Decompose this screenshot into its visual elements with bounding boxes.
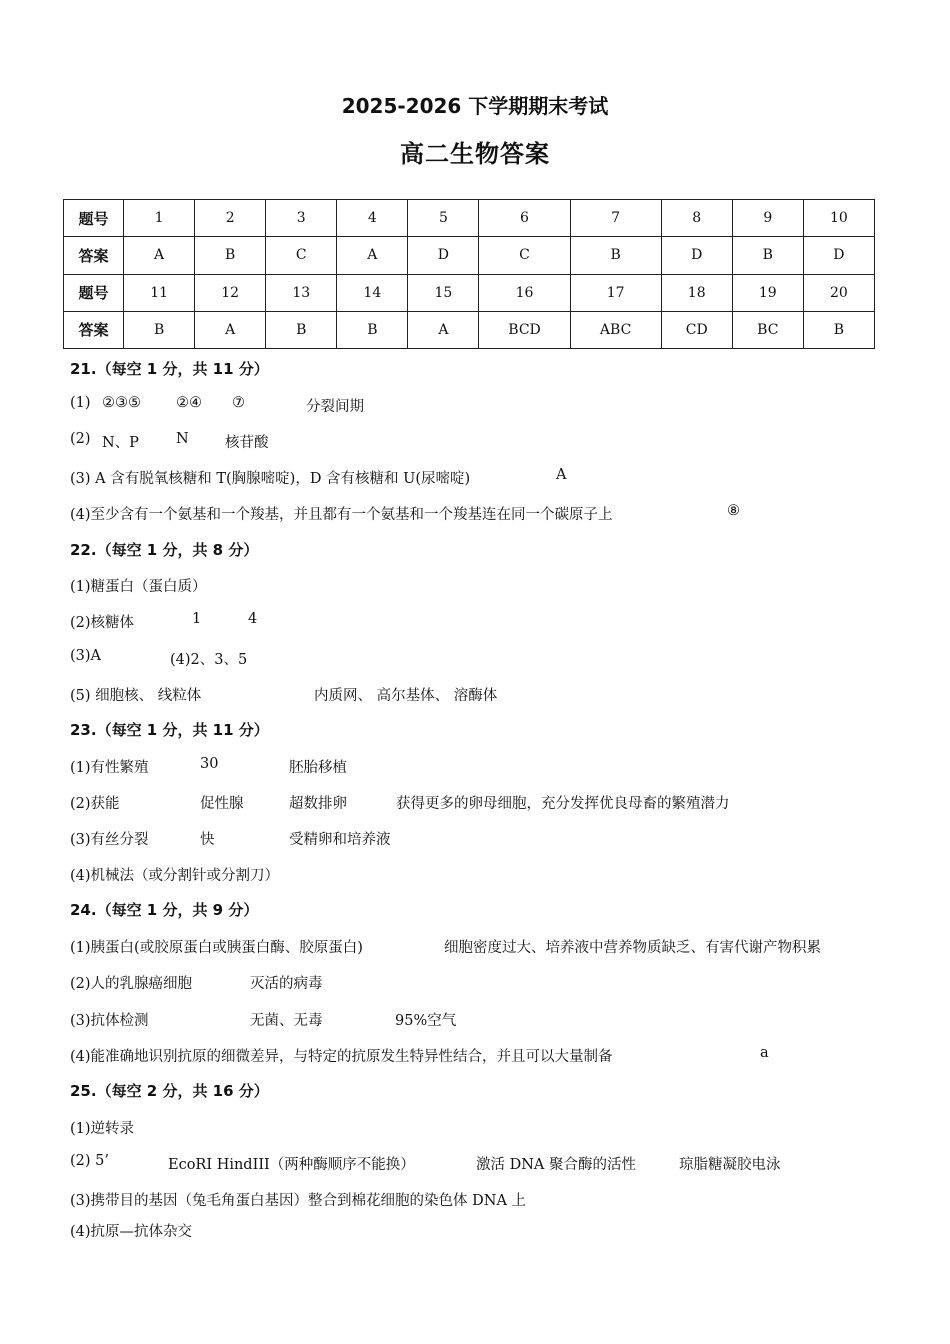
answer-cell: B [195,237,266,274]
answer-cell: A [124,237,195,274]
answer-cell: B [732,237,803,274]
answer-cell: D [803,237,874,274]
answer-cell: C [266,237,337,274]
q22-line-2: (2)核糖体 [70,615,135,631]
answer-cell: CD [661,311,732,348]
answer-text: 快 [200,832,215,848]
question-number: 18 [661,274,732,311]
answer-text: A [556,467,567,483]
q23-line-2: (2)获能 [70,796,120,812]
question-number: 3 [266,200,337,237]
answer-cell: B [570,237,661,274]
answer-text: 核苷酸 [225,435,269,451]
question-number: 20 [803,274,874,311]
answer-text: 促性腺 [200,796,244,812]
answer-text: N、P [102,435,139,451]
q22-line-1: (1)糖蛋白（蛋白质） [70,579,207,595]
question-number: 4 [337,200,408,237]
table-row-question-numbers-2 [64,274,875,311]
q25-line-2: (2) 5’ [70,1153,109,1169]
question-number: 9 [732,200,803,237]
q23-line-3: (3)有丝分裂 [70,832,149,848]
row-label-question: 题号 [64,200,124,237]
q23-line-4: (4)机械法（或分割针或分割刀） [70,868,280,884]
q22-line-5: (5) 细胞核、 线粒体 [70,688,202,704]
answer-text: 内质网、 高尔基体、 溶酶体 [314,688,498,704]
answer-text: 细胞密度过大、培养液中营养物质缺乏、有害代谢产物积累 [444,940,821,956]
q25-line-4: (4)抗原—抗体杂交 [70,1224,193,1240]
q25-line-3: (3)携带目的基因（兔毛角蛋白基因）整合到棉花细胞的染色体 DNA 上 [70,1193,527,1209]
answer-text: 95%空气 [395,1013,457,1029]
answer-text: ②③⑤ [102,395,141,411]
answer-cell: A [337,237,408,274]
q22-heading: 22.（每空 1 分，共 8 分） [70,541,259,559]
answer-text: (4)2、3、5 [170,652,248,668]
answer-text: 激活 DNA 聚合酶的活性 [476,1157,637,1173]
answer-text: N [176,431,189,447]
q24-line-4: (4)能准确地识别抗原的细微差异，与特定的抗原发生特异性结合，并且可以大量制备 [70,1049,613,1065]
answer-cell: A [408,311,479,348]
table-row-answers-1 [64,237,875,274]
answer-text: 4 [248,611,258,627]
answer-cell: B [803,311,874,348]
answer-text: a [760,1045,769,1061]
q23-heading: 23.（每空 1 分，共 11 分） [70,721,269,739]
answer-table [63,199,875,349]
question-number: 1 [124,200,195,237]
answer-cell: B [266,311,337,348]
answer-cell: BC [732,311,803,348]
question-number: 14 [337,274,408,311]
q24-heading: 24.（每空 1 分，共 9 分） [70,901,259,919]
answer-cell: ABC [570,311,661,348]
question-number: 8 [661,200,732,237]
exam-title: 2025-2026 下学期期末考试 [341,94,609,118]
q23-line-1: (1)有性繁殖 [70,760,149,776]
question-number: 2 [195,200,266,237]
answer-text: EcoRI HindIII（两种酶顺序不能换） [168,1157,415,1173]
question-number: 17 [570,274,661,311]
question-number: 16 [479,274,570,311]
answer-cell: BCD [479,311,570,348]
table-row-answers-2 [64,311,875,348]
answer-text: 超数排卵 [289,796,347,812]
answer-text: 分裂间期 [306,399,364,415]
q21-line-4: (4)至少含有一个氨基和一个羧基，并且都有一个氨基和一个羧基连在同一个碳原子上 [70,507,613,523]
answer-text: 琼脂糖凝胶电泳 [679,1157,781,1173]
question-number: 12 [195,274,266,311]
question-number: 10 [803,200,874,237]
answer-text: 无菌、无毒 [250,1013,323,1029]
answer-text: ②④ [176,395,202,411]
question-number: 13 [266,274,337,311]
answer-text: 1 [192,611,202,627]
answer-cell: A [195,311,266,348]
table-row-question-numbers-1 [64,200,875,237]
row-label-question: 题号 [64,274,124,311]
answer-text: ⑦ [232,395,245,411]
answer-text: 获得更多的卵母细胞，充分发挥优良母畜的繁殖潜力 [396,796,730,812]
exam-subtitle: 高二生物答案 [400,140,550,168]
answer-cell: B [337,311,408,348]
answer-cell: D [408,237,479,274]
q24-line-1: (1)胰蛋白(或胶原蛋白或胰蛋白酶、胶原蛋白) [70,940,363,956]
q21-line-3: (3) A 含有脱氧核糖和 T(胸腺嘧啶)，D 含有核糖和 U(尿嘧啶) [70,471,471,487]
answer-text: 30 [200,756,219,772]
question-number: 19 [732,274,803,311]
q22-line-3: (3)A [70,648,102,664]
q21-line-1 [70,395,91,411]
q25-heading: 25.（每空 2 分，共 16 分） [70,1082,269,1100]
question-number: 15 [408,274,479,311]
answer-cell: D [661,237,732,274]
part-prefix: (1) [70,395,91,411]
answer-text: 受精卵和培养液 [289,832,391,848]
part-prefix: (2) [70,431,91,447]
row-label-answer: 答案 [64,311,124,348]
question-number: 7 [570,200,661,237]
q24-line-3: (3)抗体检测 [70,1013,149,1029]
answer-cell: B [124,311,195,348]
q25-line-1: (1)逆转录 [70,1121,135,1137]
q21-heading: 21.（每空 1 分，共 11 分） [70,360,269,378]
row-label-answer: 答案 [64,237,124,274]
answer-text: 胚胎移植 [289,760,347,776]
question-number: 6 [479,200,570,237]
question-number: 11 [124,274,195,311]
q21-line-2 [70,431,91,447]
answer-text: 灭活的病毒 [250,976,323,992]
answer-text: ⑧ [727,503,740,519]
q24-line-2: (2)人的乳腺癌细胞 [70,976,193,992]
question-number: 5 [408,200,479,237]
answer-cell: C [479,237,570,274]
